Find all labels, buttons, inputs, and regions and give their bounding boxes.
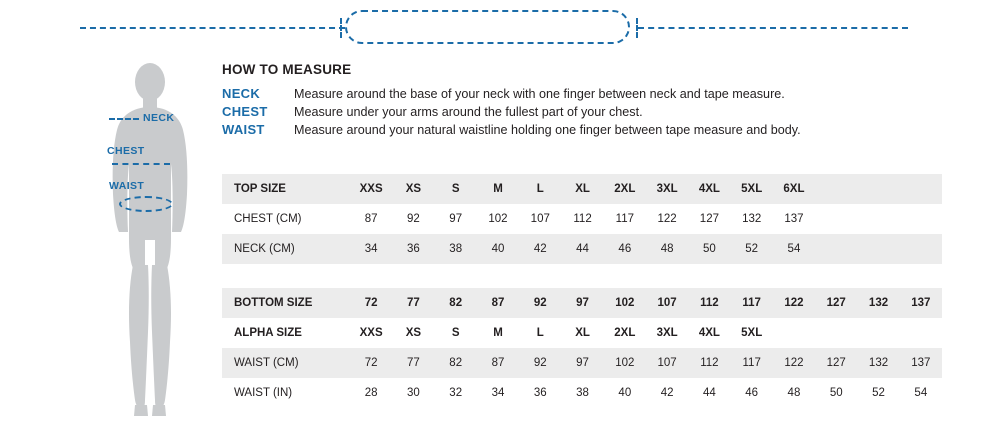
waist-label: WAIST: [109, 180, 145, 192]
cell: 38: [561, 378, 603, 408]
top-size-table-wrap: [222, 174, 942, 264]
cell: 112: [561, 204, 603, 234]
size-header-cell: 137: [900, 288, 942, 318]
cell: 87: [350, 204, 392, 234]
decorative-tape-banner: [0, 0, 1000, 56]
cell: 117: [731, 348, 773, 378]
size-header-cell: 92: [519, 288, 561, 318]
cell: 34: [477, 378, 519, 408]
spacer-cell: [857, 174, 899, 204]
neck-label: NECK: [143, 112, 175, 124]
size-header-cell: L: [519, 174, 561, 204]
cell: 107: [646, 348, 688, 378]
cell: 82: [435, 348, 477, 378]
size-header-cell: M: [477, 174, 519, 204]
cell: [815, 318, 857, 348]
cell: L: [519, 318, 561, 348]
row-label: ALPHA SIZE: [222, 318, 350, 348]
table-row: [222, 378, 942, 408]
mannequin-figure: [95, 60, 205, 420]
size-header-cell: 77: [392, 288, 434, 318]
tape-line-left: [80, 27, 345, 29]
size-header-cell: 6XL: [773, 174, 815, 204]
spacer-cell: [815, 234, 857, 264]
size-header-cell: 102: [604, 288, 646, 318]
cell: 3XL: [646, 318, 688, 348]
size-header-cell: 5XL: [731, 174, 773, 204]
cell: 137: [900, 348, 942, 378]
cell: 48: [773, 378, 815, 408]
cell: 42: [519, 234, 561, 264]
cell: 42: [646, 378, 688, 408]
top-size-header-label: TOP SIZE: [222, 174, 350, 204]
how-to-measure-row: [222, 86, 982, 101]
tape-tick-left: [340, 18, 342, 38]
chest-label: CHEST: [107, 145, 145, 157]
cell: S: [435, 318, 477, 348]
size-header-cell: XXS: [350, 174, 392, 204]
chest-measure-line: [112, 163, 170, 165]
cell: 137: [773, 204, 815, 234]
size-header-cell: S: [435, 174, 477, 204]
bottom-size-header-label: BOTTOM SIZE: [222, 288, 350, 318]
cell: 4XL: [688, 318, 730, 348]
cell: 46: [731, 378, 773, 408]
cell: [900, 318, 942, 348]
cell: XL: [561, 318, 603, 348]
cell: 132: [857, 348, 899, 378]
spacer-cell: [815, 174, 857, 204]
spacer-cell: [900, 174, 942, 204]
cell: 5XL: [731, 318, 773, 348]
cell: 127: [815, 348, 857, 378]
tape-pill: [345, 10, 630, 44]
cell: 2XL: [604, 318, 646, 348]
size-header-cell: 112: [688, 288, 730, 318]
cell: 122: [773, 348, 815, 378]
how-to-measure-text: Measure around your natural waistline holding one finger between tape measure and body.: [294, 123, 801, 137]
cell: XXS: [350, 318, 392, 348]
cell: 102: [604, 348, 646, 378]
row-label: WAIST (CM): [222, 348, 350, 378]
spacer-cell: [900, 234, 942, 264]
waist-measure-ellipse: [119, 196, 173, 212]
table-row: [222, 318, 942, 348]
size-header-cell: 97: [561, 288, 603, 318]
how-to-measure-title: HOW TO MEASURE: [222, 62, 352, 77]
spacer-cell: [900, 204, 942, 234]
size-header-cell: 107: [646, 288, 688, 318]
cell: 97: [561, 348, 603, 378]
bottom-size-table: [222, 288, 942, 408]
cell: 44: [688, 378, 730, 408]
cell: XS: [392, 318, 434, 348]
size-header-cell: XL: [561, 174, 603, 204]
cell: 97: [435, 204, 477, 234]
cell: 50: [688, 234, 730, 264]
cell: 102: [477, 204, 519, 234]
spacer-cell: [857, 204, 899, 234]
size-header-cell: 127: [815, 288, 857, 318]
cell: 32: [435, 378, 477, 408]
spacer-cell: [815, 204, 857, 234]
size-header-cell: 4XL: [688, 174, 730, 204]
tape-line-right: [638, 27, 908, 29]
cell: 87: [477, 348, 519, 378]
row-label: WAIST (IN): [222, 378, 350, 408]
size-header-cell: 3XL: [646, 174, 688, 204]
cell: 54: [900, 378, 942, 408]
spacer-cell: [857, 234, 899, 264]
how-to-measure-row: [222, 104, 982, 119]
size-header-cell: 2XL: [604, 174, 646, 204]
cell: 72: [350, 348, 392, 378]
size-header-cell: 117: [731, 288, 773, 318]
how-to-measure-block: [222, 62, 982, 140]
cell: 77: [392, 348, 434, 378]
cell: 48: [646, 234, 688, 264]
how-to-measure-text: Measure under your arms around the fullest part of your chest.: [294, 105, 643, 119]
size-header-cell: 82: [435, 288, 477, 318]
cell: 36: [392, 234, 434, 264]
size-header-cell: 87: [477, 288, 519, 318]
table-row: [222, 234, 942, 264]
table-row: [222, 204, 942, 234]
how-to-measure-key: WAIST: [222, 122, 265, 137]
cell: 34: [350, 234, 392, 264]
cell: M: [477, 318, 519, 348]
cell: 44: [561, 234, 603, 264]
cell: 117: [604, 204, 646, 234]
cell: 46: [604, 234, 646, 264]
cell: 107: [519, 204, 561, 234]
cell: 112: [688, 348, 730, 378]
cell: 52: [731, 234, 773, 264]
cell: 38: [435, 234, 477, 264]
cell: 28: [350, 378, 392, 408]
cell: 52: [857, 378, 899, 408]
how-to-measure-text: Measure around the base of your neck with one finger between neck and tape measure.: [294, 87, 785, 101]
row-label: NECK (CM): [222, 234, 350, 264]
cell: 127: [688, 204, 730, 234]
cell: 36: [519, 378, 561, 408]
how-to-measure-key: CHEST: [222, 104, 268, 119]
cell: 50: [815, 378, 857, 408]
row-label: CHEST (CM): [222, 204, 350, 234]
cell: 54: [773, 234, 815, 264]
cell: 132: [731, 204, 773, 234]
top-size-table: [222, 174, 942, 264]
cell: 30: [392, 378, 434, 408]
how-to-measure-key: NECK: [222, 86, 261, 101]
how-to-measure-row: [222, 122, 982, 137]
bottom-size-table-wrap: [222, 288, 942, 408]
cell: 92: [392, 204, 434, 234]
size-header-cell: 72: [350, 288, 392, 318]
cell: 92: [519, 348, 561, 378]
cell: 40: [477, 234, 519, 264]
neck-measure-line: [109, 118, 139, 120]
size-header-cell: 132: [857, 288, 899, 318]
cell: 40: [604, 378, 646, 408]
size-header-cell: 122: [773, 288, 815, 318]
table-row: [222, 348, 942, 378]
cell: [857, 318, 899, 348]
table-header-row: [222, 174, 942, 204]
cell: 122: [646, 204, 688, 234]
table-header-row: [222, 288, 942, 318]
size-header-cell: XS: [392, 174, 434, 204]
cell: [773, 318, 815, 348]
